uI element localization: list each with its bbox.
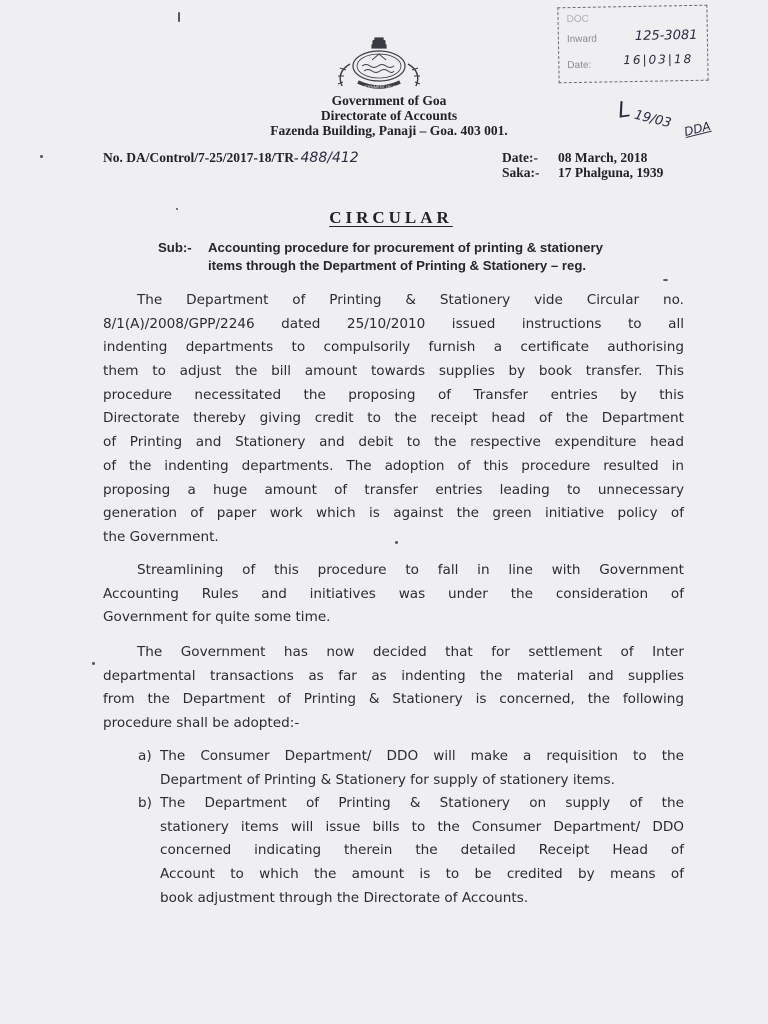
paragraph-line: the Government. bbox=[103, 528, 219, 545]
stamp-date-value: 16|03|18 bbox=[623, 51, 694, 68]
header-address: Fazenda Building, Panaji – Goa. 403 001. bbox=[270, 123, 508, 138]
subject-line-2: items through the Department of Printing & Stationery – reg. bbox=[208, 258, 587, 273]
paragraph-line: Government for quite some time. bbox=[103, 609, 331, 626]
header-government: Government of Goa bbox=[331, 93, 447, 108]
reference-number bbox=[103, 150, 359, 166]
margin-endorsement: DDA bbox=[682, 118, 712, 140]
reference-number-printed: No. DA/Control/7-25/2017-18/TR- bbox=[103, 150, 299, 165]
paragraph-2 bbox=[103, 559, 684, 630]
paragraph-line: Streamlining of this procedure to fall in line with Government bbox=[137, 562, 684, 578]
list-line: Department of Printing & Stationery for supply of stationery items. bbox=[160, 771, 615, 788]
inward-stamp bbox=[557, 5, 708, 84]
list-line: The Consumer Department/ DDO will make a requisition to the bbox=[160, 748, 684, 764]
list-line: concerned indicating therein the detailed Receipt Head of bbox=[160, 842, 684, 859]
paragraph-3 bbox=[103, 641, 684, 736]
list-marker: b) bbox=[138, 795, 152, 811]
scan-speck bbox=[663, 279, 668, 281]
subject-line-1: Accounting procedure for procurement of printing & stationery bbox=[208, 240, 603, 255]
stamp-inward-label: Inward bbox=[566, 33, 598, 46]
paragraph-line: The Government has now decided that for settlement of Inter bbox=[137, 644, 684, 660]
paragraph-line: Directorate thereby giving credit to the receipt head of the Department bbox=[103, 410, 684, 427]
paragraph-line: The Department of Printing & Stationery vide Circular no. bbox=[137, 292, 684, 308]
scan-speck bbox=[176, 208, 178, 210]
paragraph-line: Accounting Rules and initiatives was under the consideration of bbox=[103, 585, 684, 602]
subject-label: Sub:- bbox=[158, 240, 192, 255]
list-line: book adjustment through the Directorate of Accounts. bbox=[160, 889, 529, 906]
document-title bbox=[0, 208, 768, 228]
emblem-motto: GOVERNMENT OF GOA bbox=[356, 84, 402, 89]
paragraph-line: departmental transactions as far as indenting the material and supplies bbox=[103, 667, 684, 684]
paragraph-line: 8/1(A)/2008/GPP/2246 dated 25/10/2010 issued instructions to all bbox=[103, 315, 684, 332]
paragraph-line: them to adjust the bill amount towards supplies by book transfer. This bbox=[103, 363, 684, 380]
reference-saka-value: 17 Phalguna, 1939 bbox=[558, 165, 664, 180]
reference-saka-label: Saka:- bbox=[502, 165, 540, 180]
paragraph-1 bbox=[103, 289, 684, 550]
paragraph-line: generation of paper work which is against the green initiative policy of bbox=[103, 505, 684, 522]
document-title-text: CIRCULAR bbox=[329, 208, 453, 227]
margin-initial: L bbox=[616, 97, 632, 124]
government-emblem-icon bbox=[318, 36, 440, 92]
list-line: stationery items will issue bills to the Consumer Department/ DDO bbox=[160, 818, 684, 835]
paragraph-line: indenting departments to compulsorily furnish a certificate authorising bbox=[103, 339, 684, 356]
stamp-faint-label: DOC bbox=[566, 13, 589, 26]
list-line: The Department of Printing & Stationery on supply of the bbox=[160, 795, 684, 811]
paragraph-line: procedure shall be adopted:- bbox=[103, 715, 300, 732]
scan-speck bbox=[40, 155, 43, 158]
header-directorate: Directorate of Accounts bbox=[320, 108, 458, 123]
paragraph-line: from the Department of Printing & Stationery is concerned, the following bbox=[103, 691, 684, 708]
paragraph-line: of the indenting departments. The adoption of this procedure resulted in bbox=[103, 457, 684, 474]
stamp-date-label: Date: bbox=[567, 59, 592, 72]
paragraph-line: procedure necessitated the proposing of Transfer entries by this bbox=[103, 386, 684, 403]
paragraph-line: proposing a huge amount of transfer entries leading to unnecessary bbox=[103, 481, 684, 498]
reference-date-label: Date:- bbox=[502, 150, 538, 165]
list-line: Account to which the amount is to be credited by means of bbox=[160, 866, 684, 883]
stamp-inward-number: 125-3081 bbox=[634, 27, 698, 44]
scan-speck bbox=[178, 12, 180, 22]
reference-date-value: 08 March, 2018 bbox=[558, 150, 648, 165]
paragraph-line: of Printing and Stationery and debit to the respective expenditure head bbox=[103, 434, 684, 451]
margin-date: 19/03 bbox=[632, 107, 673, 132]
scan-speck bbox=[395, 541, 398, 544]
scan-speck bbox=[92, 662, 95, 665]
list-marker: a) bbox=[138, 748, 152, 764]
reference-number-handwritten: 488/412 bbox=[300, 150, 359, 166]
